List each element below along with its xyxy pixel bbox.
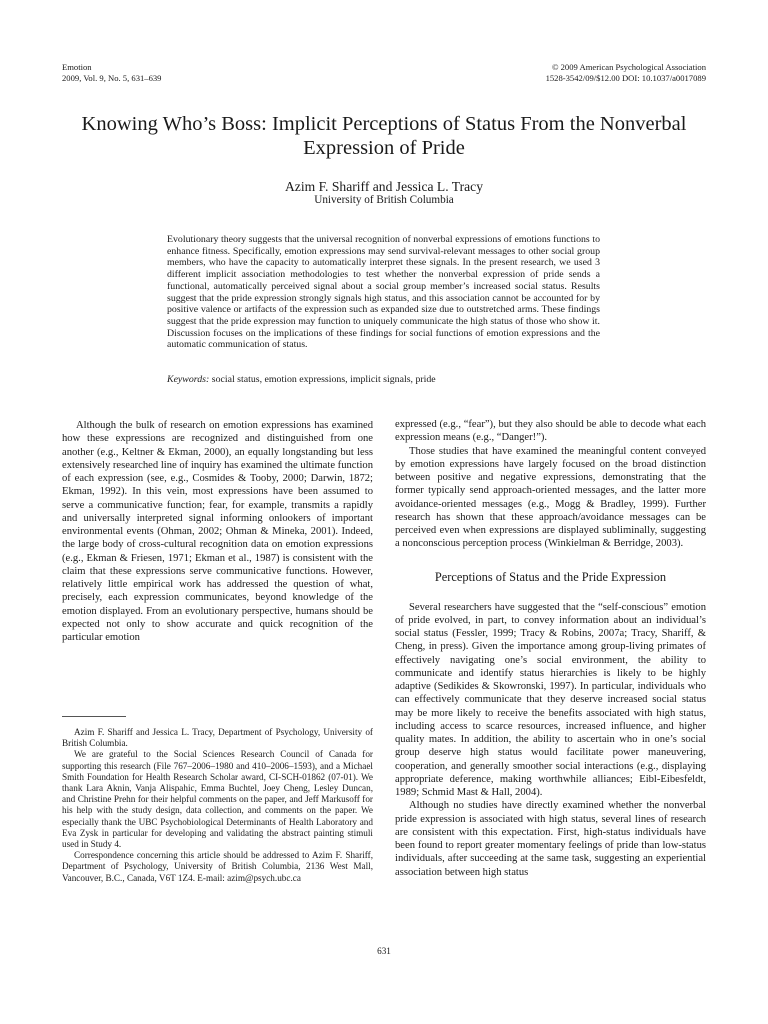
footnote-acknowledgments: We are grateful to the Social Sciences Research Council of Canada for supporting this research (File 767–2006–1980 and 410–2006–1593), and a Michael Smith Foundation for Health Research Scholar award, CI-SCH-01862 (07-01). We thank Lara Aknin, Vanja Alispahic, Emma Buchtel, Joey Cheng, Lesley Duncan, and Christine Prehn for their helpful comments on the paper, and Jeff Markusoff for his help with the study design, data collection, and comments on the paper. We especially thank the UBC Psychobiological Determinants of Health Laboratory and Eva Zysk in particular for developing and validating the abstract painting stimuli used in Study 4. (62, 749, 373, 850)
body-paragraph: Several researchers have suggested that the “self-conscious” emotion of pride evolved, in part, to convey information about an individual’s social status (Fessler, 1999; Tracy & Robins, 2007a; Tracy, Shariff, & Cheng, in press). Given the importance among group-living primates of effectively navigating one’s social environment, the ability to communicate and identify status hierarchies is likely to be highly adaptive (Sedikides & Skowronski, 1997). In particular, individuals who can effectively communicate that they deserve increased social status may be more likely to receive the benefits associated with high status, including access to scarce resources, increased influence, and higher quality mates. In addition, the ability to ascertain who in one’s social group deserve high status would facilitate power maneuvering, cooperation, and generally smoother social interactions (e.g., displaying appropriate deference, making worthwhile alliances; Eibl-Eibesfeldt, 1989; Schmid Mast & Hall, 2004). (395, 601, 706, 798)
footnote-rule (62, 716, 126, 717)
body-paragraph: Although the bulk of research on emotion expressions has examined how these expressions are recognized and distinguished from one another (e.g., Keltner & Ekman, 2000), an equally longstanding but less extensively researched line of inquiry has examined the ultimate function of each expression (see, e.g., Cosmides & Tooby, 2000; Darwin, 1872; Ekman, 1992). In this vein, most expressions have been assumed to serve a communicative function; fear, for example, transmits a rapidly and universally interpreted signal informing onlookers of important environmental events (Ohman, 2002; Ohman & Mineka, 2001). Indeed, the large body of cross-cultural recognition data on emotion expressions (e.g., Ekman & Friesen, 1971; Ekman et al., 1987) is consistent with the claim that these expressions serve communicative functions. However, relatively little empirical work has addressed the question of what, precisely, each expression communicates, beyond knowledge of the emotion displayed. From an evolutionary perspective, humans should be expected not only to show accurate and quick recognition of the particular emotion (62, 420, 373, 643)
body-paragraph: Those studies that have examined the meaningful content conveyed by emotion expressions have largely focused on the broad distinction between positive and negative expressions, demonstrating that the former typically send approach-oriented messages, and the latter more avoidance-oriented messages (e.g., Mogg & Bradley, 1999). Further research has shown that these approach/avoidance messages can be perceived even when expressions are displayed subliminally, suggesting a nonconscious perception process (Winkielman & Berridge, 2003). (395, 445, 706, 550)
publisher-header (546, 62, 706, 83)
page-number: 631 (377, 946, 391, 956)
journal-citation: 2009, Vol. 9, No. 5, 631–639 (62, 72, 162, 83)
body-paragraph: Although no studies have directly examined whether the nonverbal pride expression is associated with high status, several lines of research are consistent with this expectation. First, high-status individuals have been found to report greater momentary feelings of pride than low-status individuals, after succeeding at the same task, suggesting an experiential association between high status (395, 800, 706, 878)
keywords-label: Keywords: (167, 374, 210, 385)
keywords-list: social status, emotion expressions, implicit signals, pride (209, 374, 436, 385)
left-column (62, 419, 373, 644)
doi-line: 1528-3542/09/$12.00 DOI: 10.1037/a0017089 (545, 72, 706, 83)
body-paragraph: expressed (e.g., “fear”), but they also should be able to decode what each expression means (e.g., “Danger!”). (395, 419, 706, 444)
footnote-correspondence: Correspondence concerning this article should be addressed to Azim F. Shariff, Department of Psychology, University of British Columbia, 2136 West Mall, Vancouver, B.C., Canada, V6T 1Z4. E-mail: azim@psych.ubc.ca (62, 850, 373, 883)
author-affiliation: University of British Columbia (314, 194, 454, 206)
journal-header (62, 62, 161, 83)
footnotes (62, 727, 373, 884)
article-title (62, 112, 706, 160)
abstract: Evolutionary theory suggests that the universal recognition of nonverbal expressions of emotions functions to enhance fitness. Specifically, emotion expressions may send survival-relevant messages to other social group members, who have the capacity to automatically interpret these signals. In the present research, we used 3 different implicit association methodologies to test whether the nonverbal expression of pride sends a functional, automatically perceived signal about a social group member’s increased social status. Results suggest that the pride expression strongly signals high status, and this association cannot be accounted for by positive valence or artifacts of the expression such as expanded size due to outstretched arms. These findings suggest that the pride expression may function to uniquely communicate the high status of those who show it. Discussion focuses on the implications of these findings for social functions of emotion expressions and the automatic communication of status. (167, 234, 600, 351)
journal-name: Emotion (62, 62, 92, 72)
footnote-affiliation: Azim F. Shariff and Jessica L. Tracy, Department of Psychology, University of British Columbia. (62, 727, 373, 749)
copyright-line: © 2009 American Psychological Association (551, 62, 706, 72)
title-line-1: Knowing Who’s Boss: Implicit Perceptions of Status From the Nonverbal (81, 113, 687, 135)
section-heading: Perceptions of Status and the Pride Expression (434, 569, 667, 584)
keywords (167, 374, 600, 386)
right-column (395, 418, 706, 879)
author-names: Azim F. Shariff and Jessica L. Tracy (284, 179, 483, 194)
title-line-2: Expression of Pride (303, 137, 465, 159)
